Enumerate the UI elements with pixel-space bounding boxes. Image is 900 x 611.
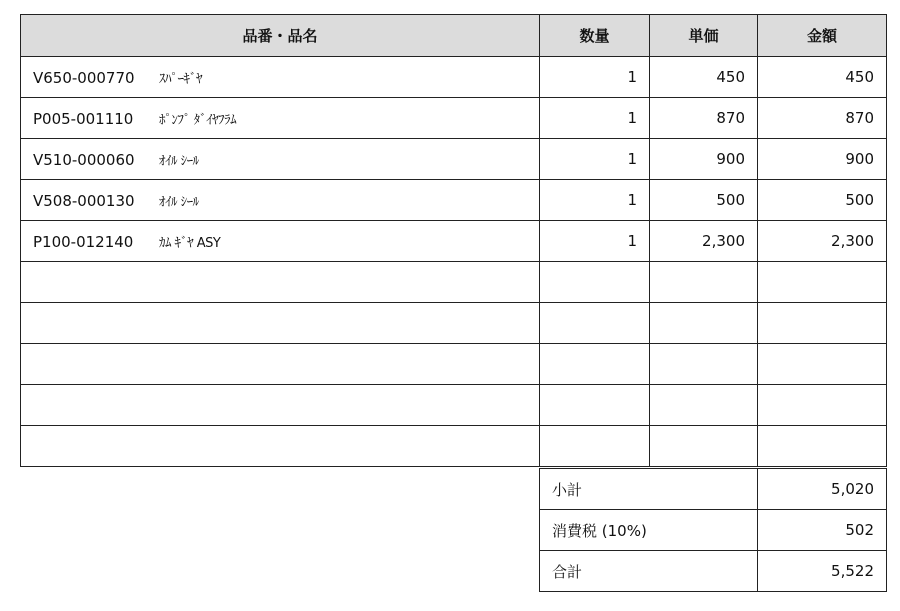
empty-cell — [758, 262, 887, 303]
empty-cell — [758, 303, 887, 344]
amount-cell: 900 — [758, 139, 887, 180]
empty-cell — [540, 303, 650, 344]
subtotal-row — [540, 469, 887, 510]
item-cell — [21, 139, 540, 180]
empty-cell — [650, 385, 758, 426]
line-items-table — [20, 14, 887, 467]
item-name: ﾎﾟﾝﾌﾟ ﾀﾞｲﾔﾌﾗﾑ — [159, 112, 237, 128]
subtotal-label: 小計 — [540, 469, 758, 510]
amount-cell: 870 — [758, 98, 887, 139]
table-row — [21, 180, 887, 221]
empty-cell — [758, 385, 887, 426]
totals-table — [539, 468, 887, 592]
item-name: ｵｲﾙ ｼｰﾙ — [159, 194, 199, 210]
total-value: 5,522 — [758, 551, 887, 592]
unit-price-cell: 450 — [650, 57, 758, 98]
item-cell — [21, 57, 540, 98]
unit-price-cell: 500 — [650, 180, 758, 221]
table-row — [21, 221, 887, 262]
line-items-header — [21, 15, 887, 57]
item-code: P100-012140 — [33, 232, 134, 251]
item-cell — [21, 180, 540, 221]
item-code: P005-001110 — [33, 109, 134, 128]
empty-cell — [21, 262, 540, 303]
tax-row — [540, 510, 887, 551]
empty-cell — [540, 262, 650, 303]
empty-cell — [650, 262, 758, 303]
column-header-qty: 数量 — [540, 15, 650, 57]
subtotal-value: 5,020 — [758, 469, 887, 510]
empty-cell — [650, 303, 758, 344]
empty-row — [21, 262, 887, 303]
item-code: V650-000770 — [33, 68, 135, 87]
qty-cell: 1 — [540, 221, 650, 262]
item-name: ｵｲﾙ ｼｰﾙ — [159, 153, 199, 169]
empty-cell — [21, 426, 540, 467]
empty-cell — [21, 303, 540, 344]
qty-cell: 1 — [540, 98, 650, 139]
amount-cell: 450 — [758, 57, 887, 98]
column-header-item: 品番・品名 — [21, 15, 540, 57]
table-row — [21, 57, 887, 98]
item-name: ｶﾑ ｷﾞﾔ ASY — [159, 235, 221, 251]
qty-cell: 1 — [540, 57, 650, 98]
item-code: V510-000060 — [33, 150, 135, 169]
empty-cell — [650, 344, 758, 385]
table-row — [21, 139, 887, 180]
empty-row — [21, 385, 887, 426]
total-row — [540, 551, 887, 592]
empty-cell — [540, 385, 650, 426]
column-header-unit-price: 単価 — [650, 15, 758, 57]
item-name: ｽﾊﾟｰｷﾞﾔ — [159, 71, 202, 87]
item-cell — [21, 221, 540, 262]
empty-cell — [758, 426, 887, 467]
empty-row — [21, 426, 887, 467]
empty-cell — [540, 344, 650, 385]
empty-cell — [650, 426, 758, 467]
qty-cell: 1 — [540, 139, 650, 180]
item-cell — [21, 98, 540, 139]
tax-label: 消費税 (10%) — [540, 510, 758, 551]
qty-cell: 1 — [540, 180, 650, 221]
empty-cell — [21, 344, 540, 385]
unit-price-cell: 2,300 — [650, 221, 758, 262]
unit-price-cell: 870 — [650, 98, 758, 139]
amount-cell: 2,300 — [758, 221, 887, 262]
amount-cell: 500 — [758, 180, 887, 221]
empty-cell — [21, 385, 540, 426]
tax-value: 502 — [758, 510, 887, 551]
empty-row — [21, 303, 887, 344]
column-header-amount: 金額 — [758, 15, 887, 57]
empty-row — [21, 344, 887, 385]
empty-cell — [758, 344, 887, 385]
item-code: V508-000130 — [33, 191, 135, 210]
total-label: 合計 — [540, 551, 758, 592]
empty-cell — [540, 426, 650, 467]
table-row — [21, 98, 887, 139]
unit-price-cell: 900 — [650, 139, 758, 180]
